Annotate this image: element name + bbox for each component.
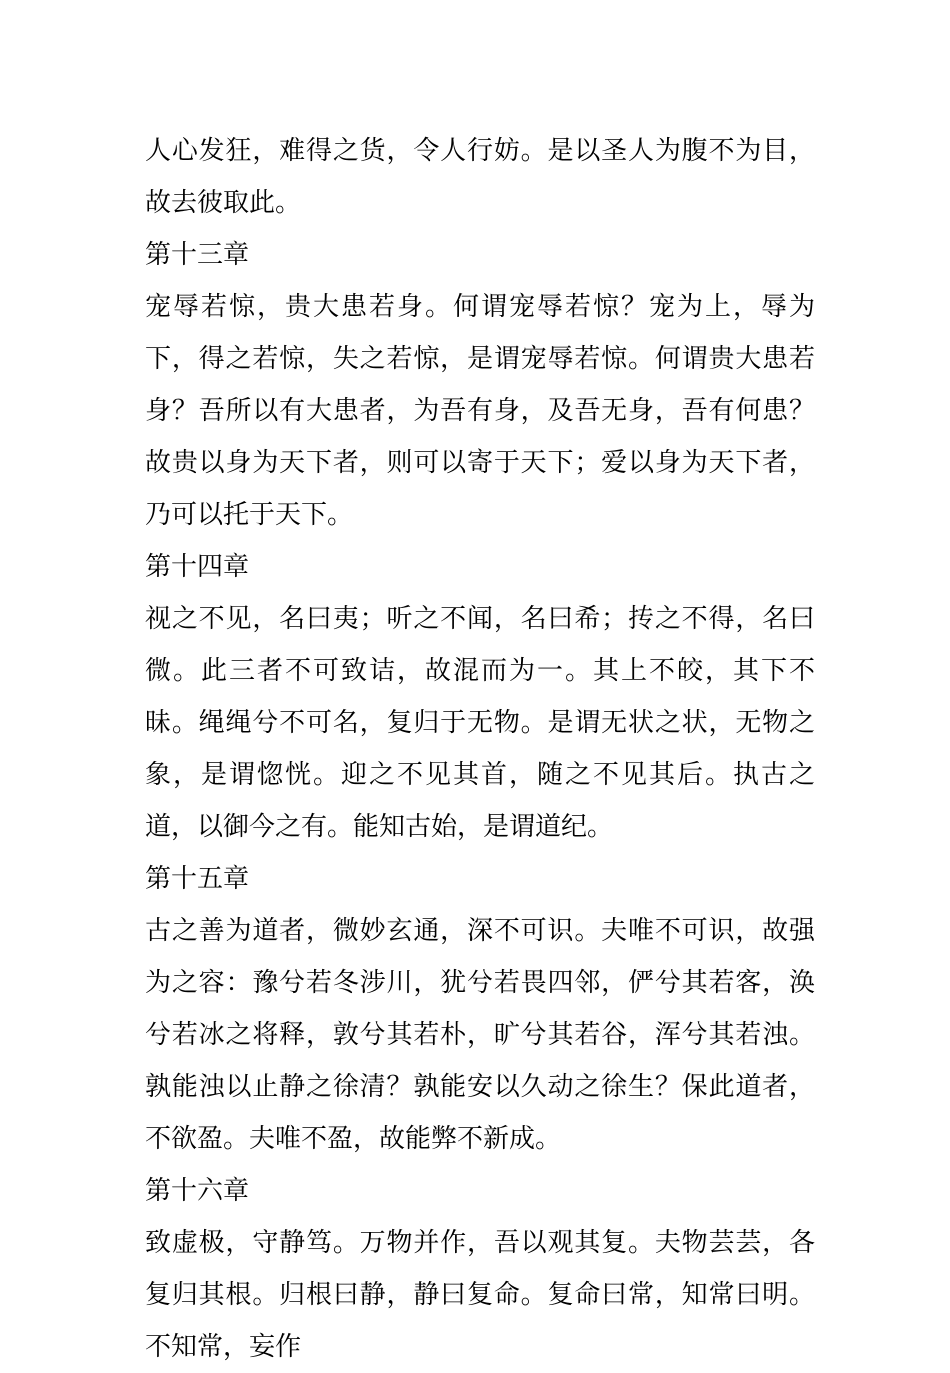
paragraph-chapter-14: 视之不见，名曰夷；听之不闻，名曰希；抟之不得，名曰微。此三者不可致诘，故混而为一。其上不皎，其下不昧。绳绳兮不可名，复归于无物。是谓无状之状，无物之象，是谓惚恍。迎之不见其首，随之不见其后。执古之道，以御今之有。能知古始，是谓道纪。 xyxy=(145,604,815,842)
paragraph-chapter-15: 古之善为道者，微妙玄通，深不可识。夫唯不可识，故强为之容：豫兮若冬涉川，犹兮若畏四邻，俨兮其若客，涣兮若冰之将释，敦兮其若朴，旷兮其若谷，浑兮其若浊。孰能浊以止静之徐清？孰能安以久动之徐生？保此道者，不欲盈。夫唯不盈，故能弊不新成。 xyxy=(145,916,815,1154)
chapter-heading-15: 第十五章 xyxy=(145,864,250,894)
paragraph-chapter-12-end: 人心发狂，难得之货，令人行妨。是以圣人为腹不为目，故去彼取此。 xyxy=(145,136,815,218)
paragraph-chapter-16: 致虚极，守静笃。万物并作，吾以观其复。夫物芸芸，各复归其根。归根曰静，静曰复命。复命曰常，知常曰明。不知常，妄作 xyxy=(145,1228,815,1362)
chapter-heading-13: 第十三章 xyxy=(145,240,250,270)
chapter-heading-16: 第十六章 xyxy=(145,1176,250,1206)
chapter-heading-14: 第十四章 xyxy=(145,552,250,582)
paragraph-chapter-13: 宠辱若惊，贵大患若身。何谓宠辱若惊？宠为上，辱为下，得之若惊，失之若惊，是谓宠辱若惊。何谓贵大患若身？吾所以有大患者，为吾有身，及吾无身，吾有何患？故贵以身为天下者，则可以寄于天下；爱以身为天下者，乃可以托于天下。 xyxy=(145,292,815,530)
document-body xyxy=(145,125,815,1373)
